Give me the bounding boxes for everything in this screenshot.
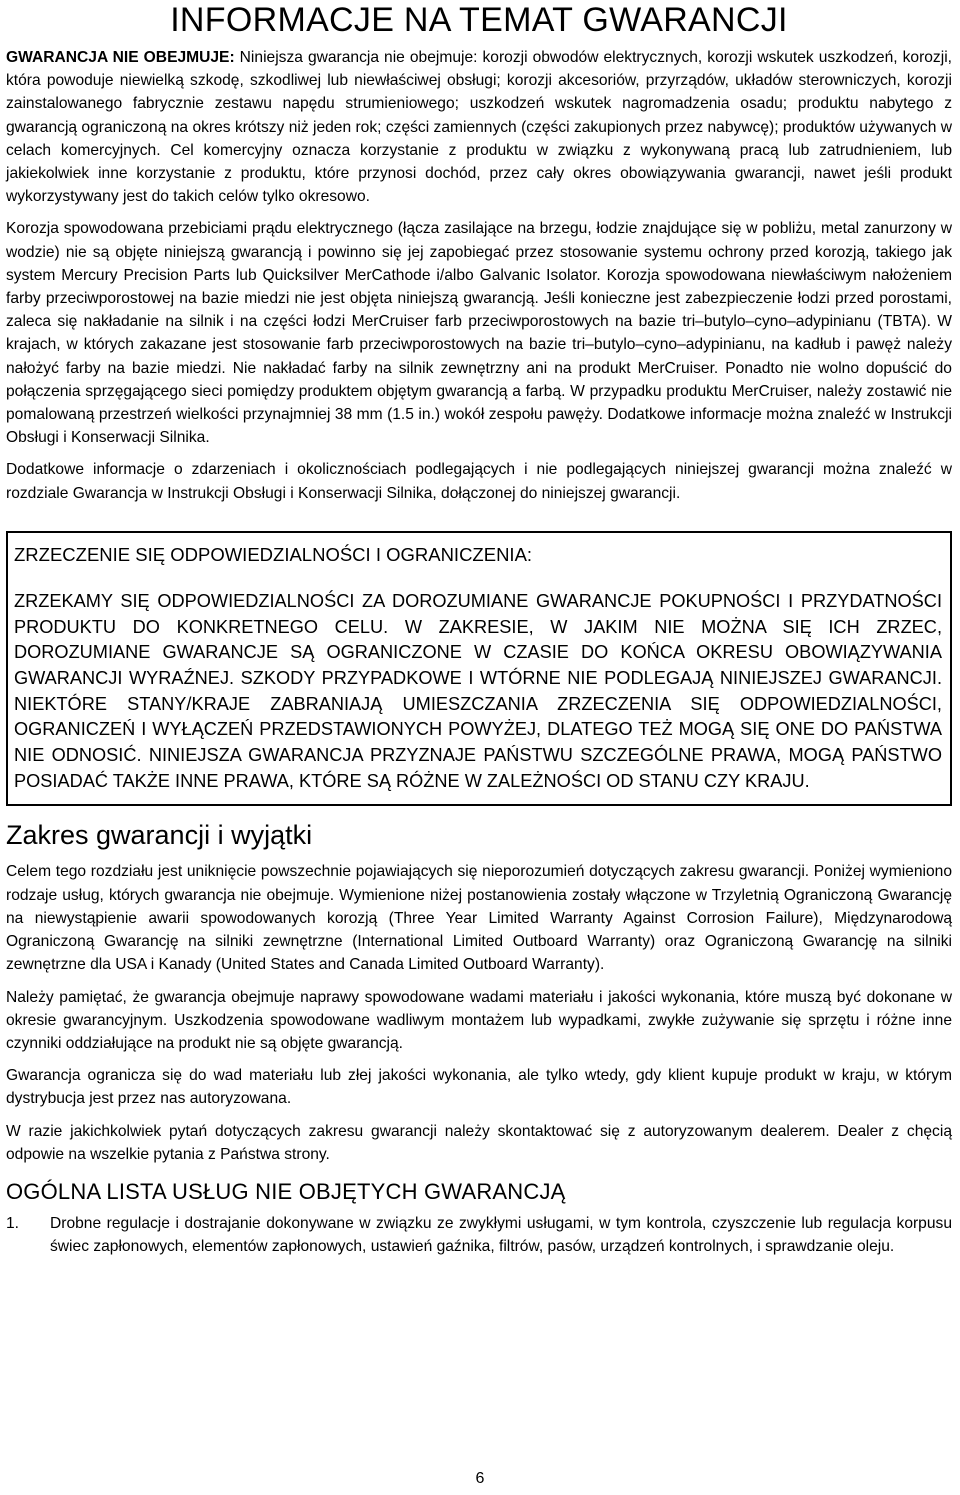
list-item [6,1212,952,1258]
list-item-number: 1. [6,1214,20,1232]
general-list-heading: OGÓLNA LISTA USŁUG NIE OBJĘTYCH GWARANCJĄ [6,1178,566,1204]
additional-info-paragraph: Dodatkowe informacje o zdarzeniach i okolicznościach podlegających i nie podlegających niniejszej gwarancji można znaleźć w rozdziale Gwarancja w Instrukcji Obsługi i Konserwacji Silnika, dołączonej do niniejszej gwarancji. [6,461,952,502]
scope-paragraph: Celem tego rozdziału jest uniknięcie powszechnie pojawiających się nieporozumień dotyczących zakresu gwarancji. Poniżej wymieniono rodzaje usług, których gwarancja nie obejmuje. Wymienione niżej postanowienia zostały włączone w Trzyletnią Ograniczoną Gwarancję na niewystąpienie awarii spowodowanych korozją (Three Year Limited Warranty Against Corrosion Failure), Międzynarodową Ograniczoną Gwarancję na silniki zewnętrzne (International Limited Outboard Warranty) oraz Ograniczoną Gwarancję na silniki zewnętrzne dla USA i Kanady (United States and Canada Limited Outboard Warranty). [6,863,952,974]
corrosion-paragraph: Korozja spowodowana przebiciami prądu elektrycznego (łącza zasilające na brzegu, łodzie znajdujące się w pobliżu, metal zanurzony w wodzie) nie są objęte niniejszą gwarancją i powinno się jej zapobiegać przez stosowanie systemu ochrony przed korozją, takiego jak system Mercury Precision Parts lub Quicksilver MerCathode i/albo Galvanic Isolator. Korozja spowodowana niewłaściwym nałożeniem farby przeciwporostowej na bazie miedzi nie jest objęta niniejszą gwarancją. Jeśli konieczne jest zabezpieczenie łodzi przed porostami, zaleca się nakładanie na silnik i na części łodzi MerCruiser farb przeciwporostowych na bazie tri–butylo–cyno–adypinianu (TBTA). W krajach, w których zakazane jest stosowanie farb przeciwporostowych na bazie tri–butylo–cyno–adypinianu, na kadłub i pawęż należy nałożyć farby na bazie miedzi. Nie nakładać farby na silnik zewnętrzny ani na produkt MerCruiser. Ponadto nie wolno dopuścić do połączenia sprzęgającego sieci pomiędzy produktem objętym gwarancją a farbą. W przypadku produktu MerCruiser, należy zostawić nie pomalowaną przestrzeń wielkości przynajmniej 38 mm (1.5 in.) wokół zespołu pawęży. Dodatkowe informacje można znaleźć w Instrukcji Obsługi i Konserwacji Silnika. [6,220,952,447]
exclusions-paragraph [6,46,952,208]
disclaimer-heading: ZRZECZENIE SIĘ ODPOWIEDZIALNOŚCI I OGRANICZENIA: [14,543,533,565]
scope-paragraph: Gwarancja ogranicza się do wad materiału lub złej jakości wykonania, ale tylko wtedy, gdy klient kupuje produkt w kraju, w którym dystrybucja jest przez nas autoryzowana. [6,1067,952,1108]
scope-paragraph: W razie jakichkolwiek pytań dotyczących zakresu gwarancji należy skontaktować się z autoryzowanym dealerem. Dealer z chęcią odpowie na wszelkie pytania z Państwa strony. [6,1122,952,1163]
exclusions-lead: GWARANCJA NIE OBEJMUJE: [6,49,235,66]
exclusions-text: Niniejsza gwarancja nie obejmuje: korozji obwodów elektrycznych, korozji wskutek uszkodzeń, korozji, która powoduje niewielką szkodę, szkodliwej lub niewłaściwej obsługi; korozji akcesoriów, przyrządów, układów sterowniczych, korozji zainstalowanego fabrycznie zestawu napędu strumieniowego; uszkodzeń wskutek nagromadzenia osadu; produktu nabytego z gwarancją ograniczoną na okres krótszy niż jeden rok; części zamiennych (części zakupionych przez nabywcę); produktów używanych w celach komercyjnych. Cel komercyjny oznacza korzystanie z produktu w związku z wykonywaną pracą lub zatrudnieniem, lub jakiekolwiek inne korzystanie z produktu, które przynosi dochód, przez cały okres obowiązywania gwarancji, nawet jeśli produkt wykorzystywany jest do takich celów tylko okresowo. [6,49,952,206]
disclaimer-box [6,531,952,807]
general-list [6,1212,952,1258]
scope-heading: Zakres gwarancji i wyjątki [6,820,313,851]
scope-paragraph: Należy pamiętać, że gwarancja obejmuje naprawy spowodowane wadami materiału i jakości wykonania, które muszą być dokonane w okresie gwarancyjnym. Uszkodzenia spowodowane wadliwym montażem lub wypadkami, zwykłe zużywanie się sprzętu i różne inne czynniki oddziałujące na produkt nie są objęte gwarancją. [6,988,952,1052]
page-title: INFORMACJE NA TEMAT GWARANCJI [170,1,788,39]
page-number: 6 [475,1470,485,1487]
list-item-text: Drobne regulacje i dostrajanie dokonywane w związku ze zwykłymi usługami, w tym kontrola, czyszczenie lub regulacja korpusu świec zapłonowych, elementów zapłonowych, ustawień gaźnika, filtrów, pasów, urządzeń kontrolnych, i sprawdzanie oleju. [50,1214,952,1256]
disclaimer-text: ZRZEKAMY SIĘ ODPOWIEDZIALNOŚCI ZA DOROZUMIANE GWARANCJE POKUPNOŚCI I PRZYDATNOŚCI PRODUKTU DO KONKRETNEGO CELU. W ZAKRESIE, W JAKIM NIE MOŻNA SIĘ ICH ZRZEC, DOROZUMIANE GWARANCJE SĄ OGRANICZONE W CZASIE DO KOŃCA OKRESU OBOWIĄZYWANIA GWARANCJI WYRAŹNEJ. SZKODY PRZYPADKOWE I WTÓRNE NIE PODLEGAJĄ NINIEJSZEJ GWARANCJI. NIEKTÓRE STANY/KRAJE ZABRANIAJĄ UMIESZCZANIA ZRZECZENIA SIĘ ODPOWIEDZIALNOŚCI, OGRANICZEŃ I WYŁĄCZEŃ PRZEDSTAWIONYCH POWYŻEJ, DLATEGO TEŻ MOGĄ SIĘ ONE DO PAŃSTWA NIE ODNOSIĆ. NINIEJSZA GWARANCJA PRZYZNAJE PAŃSTWU SZCZEGÓLNE PRAWA, MOGĄ PAŃSTWO POSIADAĆ TAKŻE INNE PRAWA, KTÓRE SĄ RÓŻNE W ZALEŻNOŚCI OD STANU CZY KRAJU. [14,590,942,791]
